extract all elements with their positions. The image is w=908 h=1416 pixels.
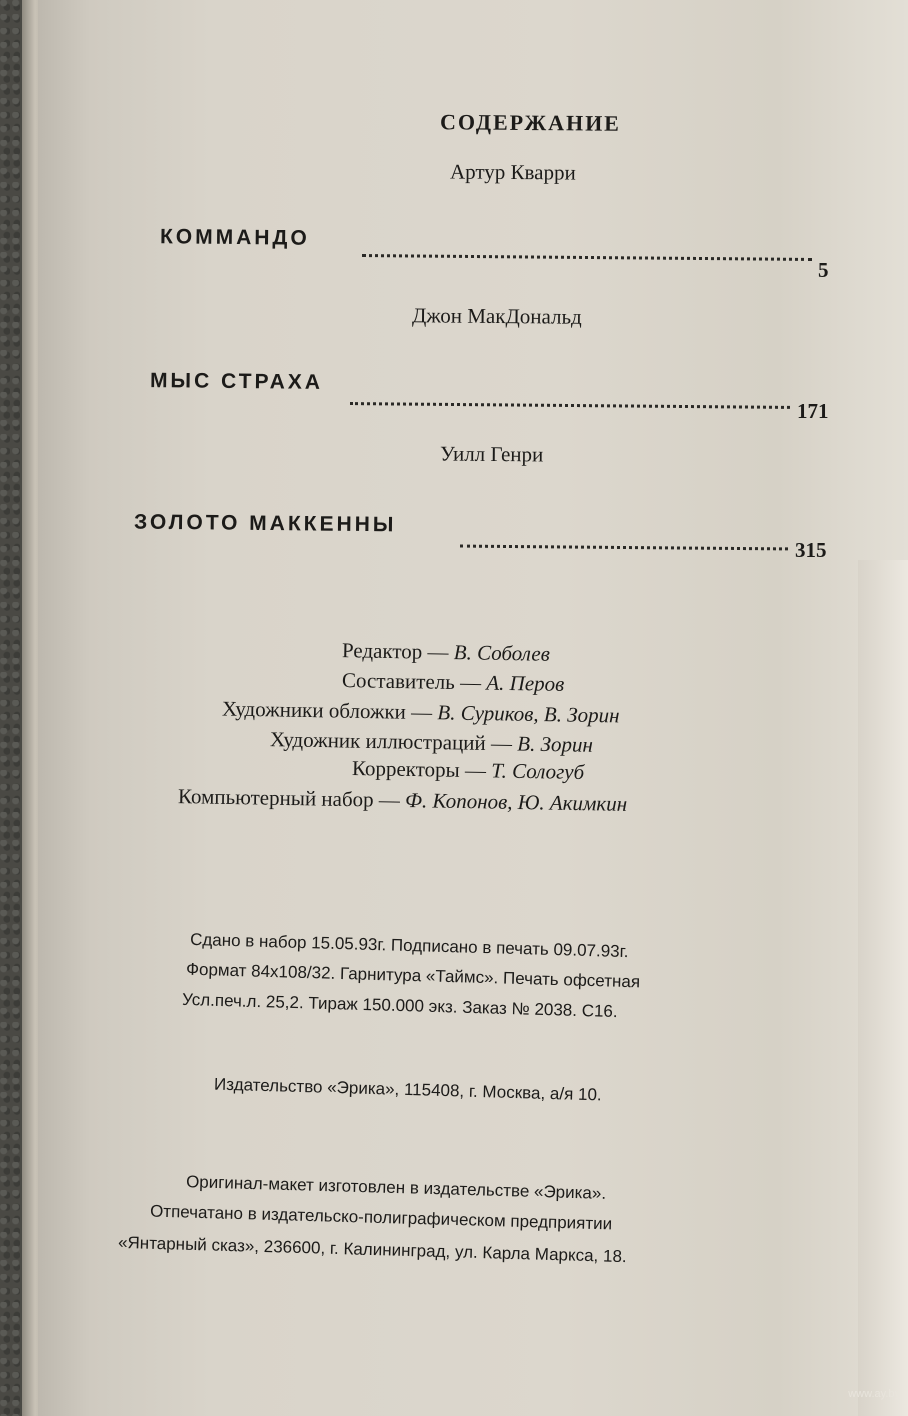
credit-names: В. Суриков, В. Зорин [437,700,620,728]
credit-role: Художники обложки — [221,696,438,725]
printing-line: Оригинал-макет изготовлен в издательстве «Эрика». [185,1172,607,1203]
imprint-line: Усл.печ.л. 25,2. Тираж 150.000 экз. Заказ № 2038. С16. [181,989,618,1022]
credit-role: Художник иллюстраций — [269,727,518,756]
credit-line [342,668,565,697]
printing-line: Отпечатано в издательско-полиграфическом предприятии [149,1201,613,1234]
page-number-2: 171 [797,399,829,423]
author-1: Артур Кварри [449,159,576,185]
credit-role: Составитель — [341,668,487,695]
credit-names: В. Соболев [453,640,551,666]
imprint-line: Сдано в набор 15.05.93г. Подписано в печать 09.07.93г. [189,929,629,962]
printing-line: «Янтарный сказ», 236600, г. Калининград, ул. Карла Маркса, 18. [117,1232,627,1267]
page-number-1: 5 [818,258,829,282]
credit-role: Редактор — [341,638,454,665]
story-title-3: ЗОЛОТО МАККЕННЫ [133,510,397,537]
contents-title: СОДЕРЖАНИЕ [439,109,622,136]
page-number-3: 315 [795,538,827,562]
credit-names: Ф. Копонов, Ю. Акимкин [404,788,628,816]
author-3: Уилл Генри [439,441,544,467]
credit-names: Т. Сологуб [491,758,585,785]
credit-role: Компьютерный набор — [177,784,406,813]
watermark: www.ay.by [848,1388,900,1400]
imprint-line: Формат 84x108/32. Гарнитура «Таймс». Печать офсетная [185,959,641,992]
credit-line [342,638,550,667]
story-title-2: МЫС СТРАХА [149,369,324,394]
page-right-strip [858,560,908,1416]
publisher-line: Издательство «Эрика», 115408, г. Москва, а/я 10. [213,1074,602,1105]
credit-line [352,756,585,785]
story-title-1: КОММАНДО [159,225,310,250]
credit-names: А. Перов [486,670,565,696]
author-2: Джон МакДональд [411,303,582,329]
credit-role: Корректоры — [351,755,492,783]
credit-names: В. Зорин [517,731,594,757]
